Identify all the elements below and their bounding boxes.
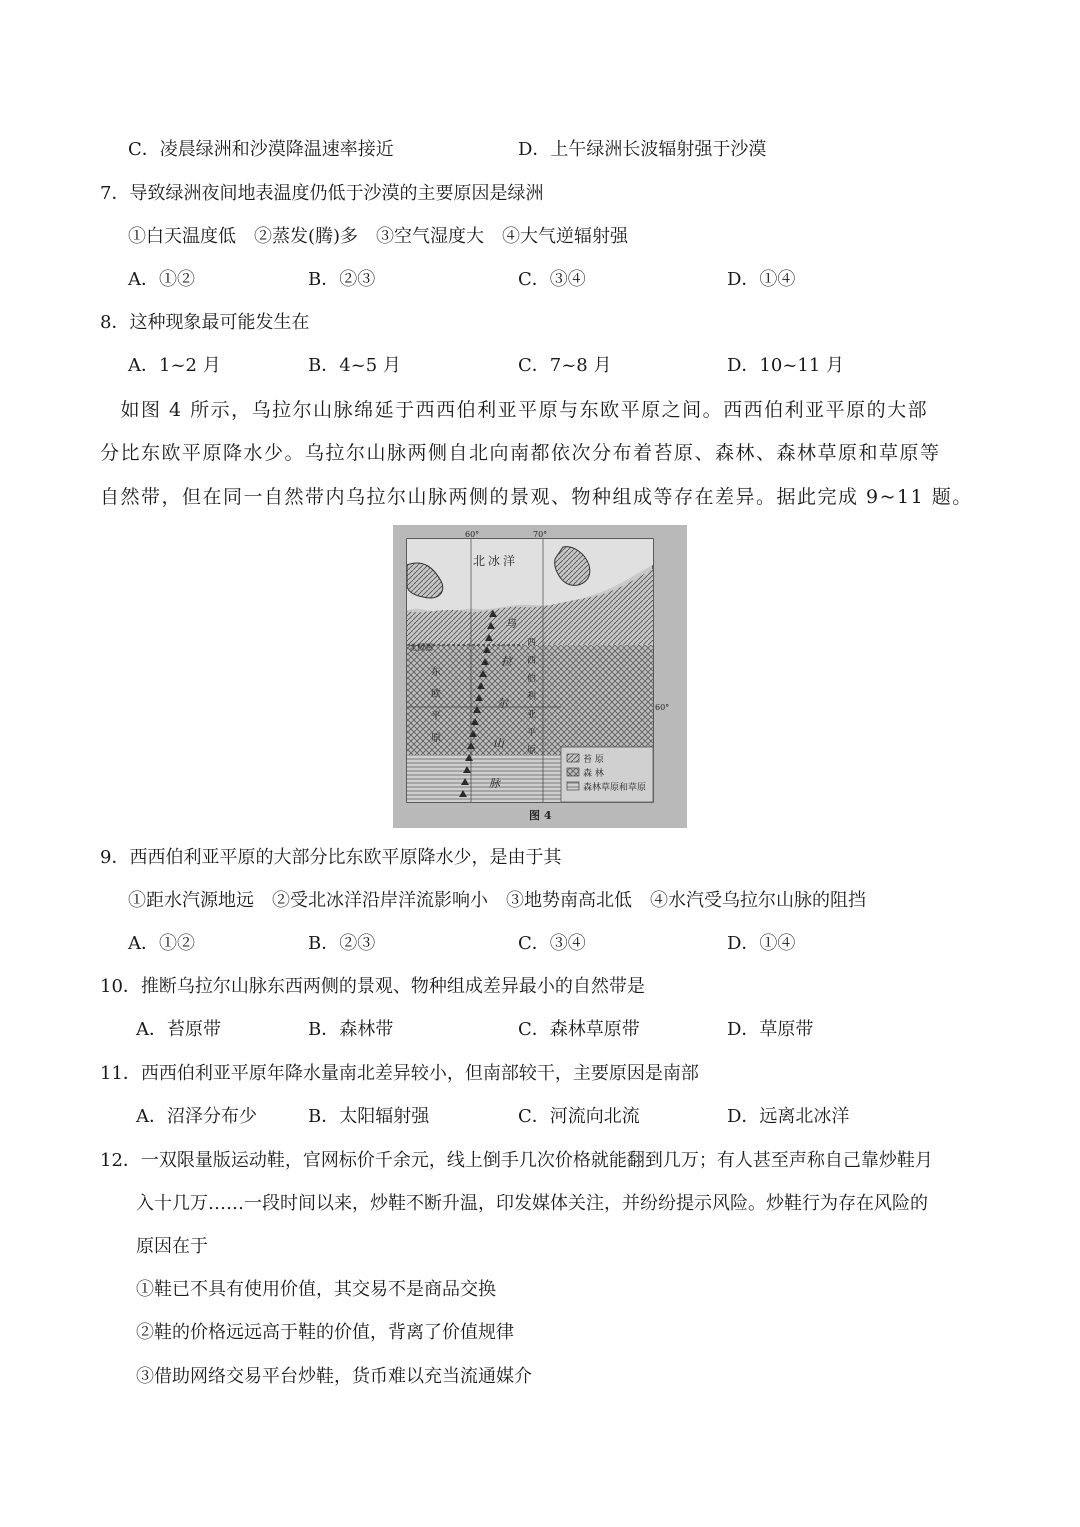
q8-option-c: C．7~8 月 <box>518 355 612 376</box>
q12-statement-2: ②鞋的价格远远高于鞋的价值，背离了价值规律 <box>136 1322 514 1343</box>
svg-text:山: 山 <box>493 737 504 750</box>
q8-option-d: D．10~11 月 <box>727 355 845 376</box>
q11-option-a: A．沼泽分布少 <box>136 1106 257 1127</box>
svg-text:尔: 尔 <box>497 697 508 710</box>
q9-stem: 9．西西伯利亚平原的大部分比东欧平原降水少，是由于其 <box>100 847 562 868</box>
q8-option-a: A．1~2 月 <box>128 355 221 376</box>
svg-text:原: 原 <box>431 733 441 744</box>
q7-stem: 7．导致绿洲夜间地表温度仍低于沙漠的主要原因是绿洲 <box>100 183 544 204</box>
q10-option-b: B．森林带 <box>308 1019 394 1040</box>
intro-line-2: 分比东欧平原降水少。乌拉尔山脉两侧自北向南都依次分布着苔原、森林、森林草原和草原等 <box>100 442 941 464</box>
svg-text:平: 平 <box>431 711 441 722</box>
q12-stem-line-1: 12．一双限量版运动鞋，官网标价千余元，线上倒手几次价格就能翻到几万；有人甚至声称自己靠炒鞋月 <box>100 1150 933 1171</box>
svg-text:欧: 欧 <box>431 689 441 700</box>
svg-text:原: 原 <box>527 746 537 756</box>
q11-option-d: D．远离北冰洋 <box>727 1106 850 1127</box>
intro-line-3: 自然带，但在同一自然带内乌拉尔山脉两侧的景观、物种组成等存在差异。据此完成 9~11 题。 <box>100 486 973 508</box>
svg-text:东: 东 <box>431 667 441 678</box>
longitude-70-label: 70° <box>533 530 548 539</box>
q10-option-c: C．森林草原带 <box>518 1019 640 1040</box>
arctic-ocean-label: 北冰洋 <box>473 554 519 568</box>
q11-option-b: B．太阳辐射强 <box>308 1106 430 1127</box>
q9-option-d: D．①④ <box>727 933 796 954</box>
q6-option-c: C．凌晨绿洲和沙漠降温速率接近 <box>128 139 394 160</box>
q10-option-d: D．草原带 <box>727 1019 814 1040</box>
q12-stem-line-3: 原因在于 <box>136 1236 208 1257</box>
q12-statement-3: ③借助网络交易平台炒鞋，货币难以充当流通媒介 <box>136 1366 532 1387</box>
longitude-60-label: 60° <box>465 530 480 539</box>
svg-text:脉: 脉 <box>489 777 500 790</box>
ural-map-figure <box>393 525 687 828</box>
q12-statement-1: ①鞋已不具有使用价值，其交易不是商品交换 <box>136 1279 496 1300</box>
q12-stem-line-2: 入十几万……一段时间以来，炒鞋不断升温，印发媒体关注，并纷纷提示风险。炒鞋行为存在风险的 <box>136 1193 928 1214</box>
arctic-circle-label: 北极圈 <box>409 643 433 652</box>
legend-swatch-forest <box>567 768 579 776</box>
q11-option-c: C．河流向北流 <box>518 1106 640 1127</box>
q9-choices: ①距水汽源地远 ②受北冰洋沿岸洋流影响小 ③地势南高北低 ④水汽受乌拉尔山脉的阻挡 <box>128 890 866 911</box>
q6-option-d: D．上午绿洲长波辐射强于沙漠 <box>518 139 767 160</box>
q8-option-b: B．4~5 月 <box>308 355 401 376</box>
q7-option-d: D．①④ <box>727 269 796 290</box>
svg-text:西: 西 <box>527 656 537 666</box>
q7-option-b: B．②③ <box>308 269 376 290</box>
svg-text:西: 西 <box>527 638 537 648</box>
legend-swatch-tundra <box>567 754 579 762</box>
svg-text:利: 利 <box>527 692 537 702</box>
q7-option-a: A．①② <box>128 269 195 290</box>
svg-text:拉: 拉 <box>501 655 512 668</box>
legend-label-forest: 森 林 <box>583 769 604 779</box>
latitude-60-label: 60° <box>655 703 670 712</box>
q9-option-c: C．③④ <box>518 933 586 954</box>
q8-stem: 8．这种现象最可能发生在 <box>100 312 310 333</box>
q10-option-a: A．苔原带 <box>136 1019 221 1040</box>
svg-text:亚: 亚 <box>527 710 537 720</box>
q9-option-b: B．②③ <box>308 933 376 954</box>
svg-text:乌: 乌 <box>505 617 516 630</box>
q7-choices: ①白天温度低 ②蒸发(腾)多 ③空气湿度大 ④大气逆辐射强 <box>128 226 629 247</box>
svg-text:平: 平 <box>527 728 537 738</box>
q11-stem: 11．西西伯利亚平原年降水量南北差异较小，但南部较干，主要原因是南部 <box>100 1063 699 1084</box>
legend-label-steppe: 森林草原和草原 <box>583 783 647 793</box>
figure-caption: 图 4 <box>529 809 552 822</box>
legend-swatch-steppe <box>567 782 579 790</box>
q9-option-a: A．①② <box>128 933 195 954</box>
svg-text:伯: 伯 <box>527 674 537 684</box>
q7-option-c: C．③④ <box>518 269 586 290</box>
legend-label-tundra: 苔 原 <box>583 755 604 765</box>
intro-line-1: 如图 4 所示，乌拉尔山脉绵延于西西伯利亚平原与东欧平原之间。西西伯利亚平原的大部 <box>100 399 929 421</box>
q10-stem: 10．推断乌拉尔山脉东西两侧的景观、物种组成差异最小的自然带是 <box>100 976 645 997</box>
